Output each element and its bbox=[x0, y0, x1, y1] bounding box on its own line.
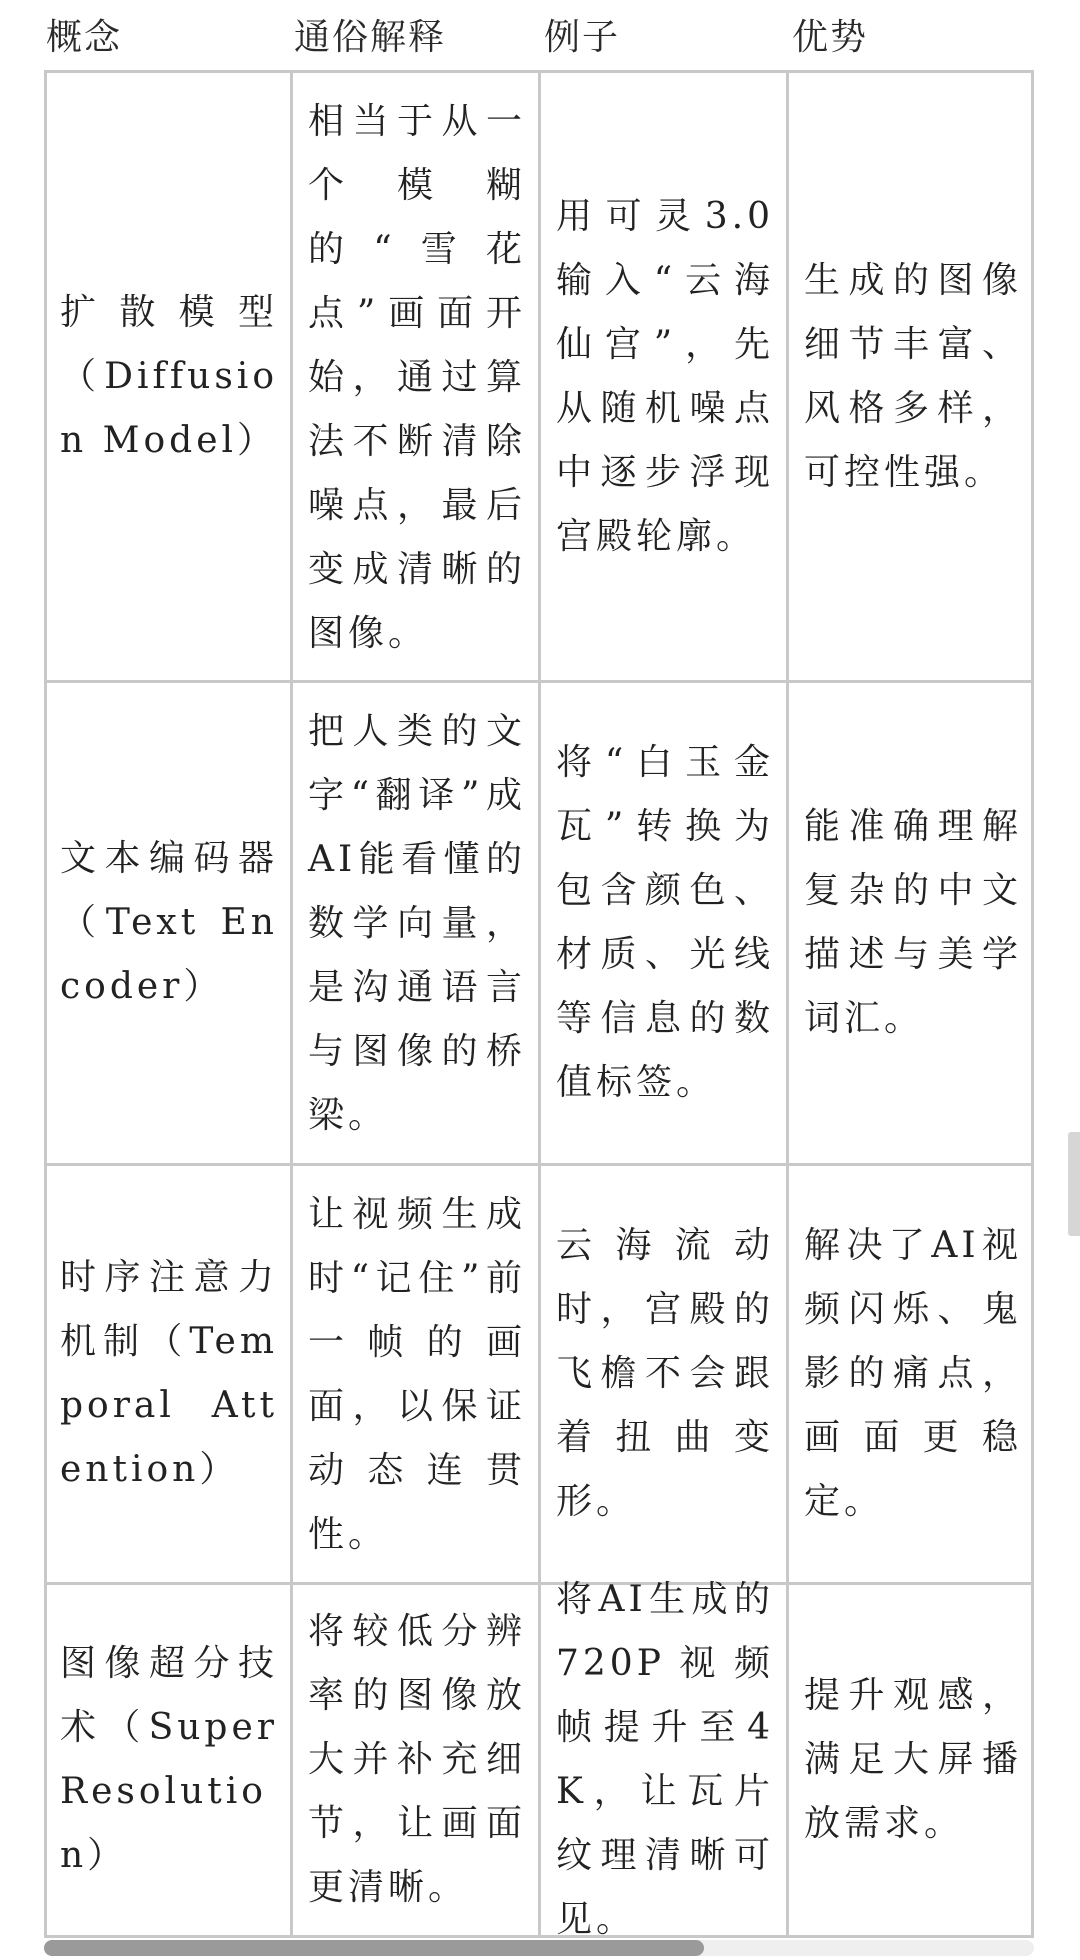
cell-text: 图像超分技术（Super Resolution） bbox=[60, 1643, 278, 1876]
table-cell-concept bbox=[60, 683, 278, 1163]
horizontal-scrollbar-thumb[interactable] bbox=[44, 1940, 704, 1956]
table-cell-advantage bbox=[804, 1585, 1022, 1935]
cell-text: 将“白玉金瓦”转换为包含颜色、材质、光线等信息的数值标签。 bbox=[556, 742, 774, 1103]
cell-text: 时序注意力机制（Temporal Attention） bbox=[60, 1257, 278, 1490]
header-concept: 概念 bbox=[46, 17, 123, 58]
cell-text: 扩散模型（Diffusion Model） bbox=[60, 291, 278, 461]
table-cell-advantage bbox=[804, 683, 1022, 1163]
cell-text: 生成的图像细节丰富、风格多样，可控性强。 bbox=[804, 259, 1022, 493]
cell-text: 相当于从一个模糊的“雪花点”画面开始，通过算法不断清除噪点，最后变成清晰的图像。 bbox=[308, 101, 526, 654]
table-cell-example bbox=[556, 1166, 774, 1582]
header-advantage: 优势 bbox=[792, 17, 869, 58]
table-cell-example bbox=[556, 73, 774, 680]
table-cell-advantage bbox=[804, 1166, 1022, 1582]
table-cell-explanation bbox=[308, 1600, 526, 1935]
header-explanation: 通俗解释 bbox=[294, 17, 447, 58]
table-cell-example bbox=[556, 1579, 774, 1940]
cell-text: 提升观感，满足大屏播放需求。 bbox=[804, 1675, 1022, 1844]
cell-text: 用可灵3.0输入“云海仙宫”，先从随机噪点中逐步浮现宫殿轮廓。 bbox=[556, 195, 774, 557]
header-example: 例子 bbox=[544, 17, 621, 58]
table-cell-concept bbox=[60, 73, 278, 680]
table-cell-concept bbox=[60, 1166, 278, 1582]
column-divider bbox=[786, 70, 789, 1938]
table-cell-concept bbox=[60, 1585, 278, 1935]
column-divider bbox=[538, 70, 541, 1938]
cell-text: 让视频生成时“记住”前一帧的画面，以保证动态连贯性。 bbox=[308, 1194, 526, 1555]
table-cell-explanation bbox=[308, 90, 526, 680]
table-cell-explanation bbox=[308, 700, 526, 1163]
cell-text: 将AI生成的720P视频帧提升至4K，让瓦片纹理清晰可见。 bbox=[556, 1579, 774, 1940]
side-scroll-handle[interactable] bbox=[1068, 1132, 1080, 1236]
table-header-row bbox=[0, 0, 1080, 70]
cell-text: 解决了AI视频闪烁、鬼影的痛点，画面更稳定。 bbox=[804, 1225, 1022, 1522]
cell-text: 把人类的文字“翻译”成AI能看懂的数学向量，是沟通语言与图像的桥梁。 bbox=[308, 711, 526, 1136]
cell-text: 能准确理解复杂的中文描述与美学词汇。 bbox=[804, 806, 1022, 1039]
table-cell-example bbox=[556, 683, 774, 1163]
cell-text: 将较低分辨率的图像放大并补充细节，让画面更清晰。 bbox=[308, 1611, 526, 1908]
table-cell-explanation bbox=[308, 1183, 526, 1582]
cell-text: 文本编码器（Text Encoder） bbox=[60, 838, 278, 1007]
column-divider bbox=[290, 70, 293, 1938]
table-cell-advantage bbox=[804, 73, 1022, 680]
cell-text: 云海流动时，宫殿的飞檐不会跟着扭曲变形。 bbox=[556, 1225, 774, 1522]
